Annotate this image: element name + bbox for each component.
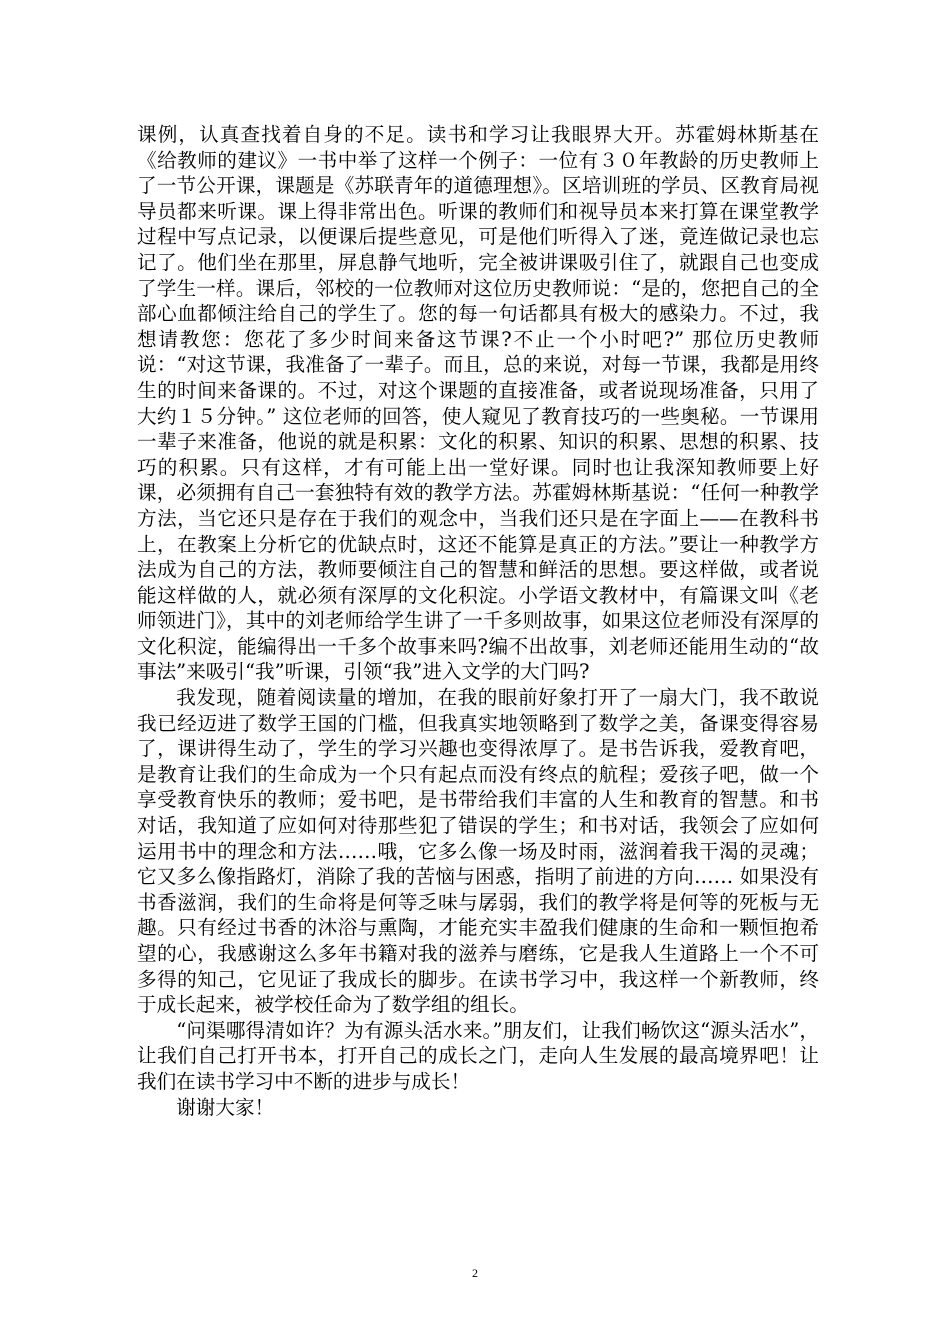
paragraph-2: 我发现，随着阅读量的增加，在我的眼前好象打开了一扇大门，我不敢说我已经迈进了数学王国的门槛，但我真实地领略到了数学之美，备课变得容易了，课讲得生动了，学生的学习兴趣也变得浓厚了。是书告诉我，爱教育吧，是教育让我们的生命成为一个只有起点而没有终点的航程；爱孩子吧，做一个享受教育快乐的教师；爱书吧，是书带给我们丰富的人生和教育的智慧。和书对话，我知道了应如何对待那些犯了错误的学生；和书对话，我领会了应如何运用书中的理念和方法……哦，它多么像一场及时雨，滋润着我干渴的灵魂；它又多么像指路灯，消除了我的苦恼与困惑，指明了前进的方向…… 如果没有书香滋润，我们的生命将是何等乏味与孱弱，我们的教学将是何等的死板与无趣。只有经过书香的沐浴与熏陶，才能充实丰盈我们健康的生命和一颗恒抱希望的心，我感谢这么多年书籍对我的滋养与磨练，它是我人生道路上一个不可多得的知己，它见证了我成长的脚步。在读书学习中，我这样一个新教师，终于成长起来，被学校任命为了数学组的组长。: [137, 686, 819, 1017]
document-body: [137, 122, 819, 1120]
paragraph-1: 课例，认真查找着自身的不足。读书和学习让我眼界大开。苏霍姆林斯基在《给教师的建议》一书中举了这样一个例子：一位有３０年教龄的历史教师上了一节公开课，课题是《苏联青年的道德理想》。区培训班的学员、区教育局视导员都来听课。课上得非常出色。听课的教师们和视导员本来打算在课堂教学过程中写点记录，以便课后提些意见，可是他们听得入了迷，竟连做记录也忘记了。他们坐在那里，屏息静气地听，完全被讲课吸引住了，就跟自己也变成了学生一样。课后，邻校的一位教师对这位历史教师说：“是的，您把自己的全部心血都倾注给自己的学生了。您的每一句话都具有极大的感染力。不过，我想请教您：您花了多少时间来备这节课?不止一个小时吧?” 那位历史教师说：“对这节课，我准备了一辈子。而且，总的来说，对每一节课，我都是用终生的时间来备课的。不过，对这个课题的直接准备，或者说现场准备，只用了大约１５分钟。” 这位老师的回答，使人窥见了教育技巧的一些奥秘。一节课用一辈子来准备，他说的就是积累：文化的积累、知识的积累、思想的积累、技巧的积累。只有这样，才有可能上出一堂好课。同时也让我深知教师要上好课，必须拥有自己一套独特有效的教学方法。苏霍姆林斯基说：“任何一种教学方法，当它还只是存在于我们的观念中，当我们还只是在字面上——在教科书上，在教案上分析它的优缺点时，这还不能算是真正的方法。”要让一种教学方法成为自己的方法，教师要倾注自己的智慧和鲜活的思想。要这样做，或者说能这样做的人，就必须有深厚的文化积淀。小学语文教材中，有篇课文叫《老师领进门》，其中的刘老师给学生讲了一千多则故事，如果这位老师没有深厚的文化积淀，能编得出一千多个故事来吗?编不出故事，刘老师还能用生动的“故事法”来吸引“我”听课，引领“我”进入文学的大门吗?: [137, 123, 819, 684]
paragraph-4: 谢谢大家！: [176, 1095, 275, 1119]
page-number: 2: [472, 1266, 478, 1280]
paragraph-3: “问渠哪得清如许？为有源头活水来。”朋友们，让我们畅饮这“源头活水”，让我们自己打开书本，打开自己的成长之门，走向人生发展的最高境界吧！让我们在读书学习中不断的进步与成长！: [137, 1018, 819, 1093]
